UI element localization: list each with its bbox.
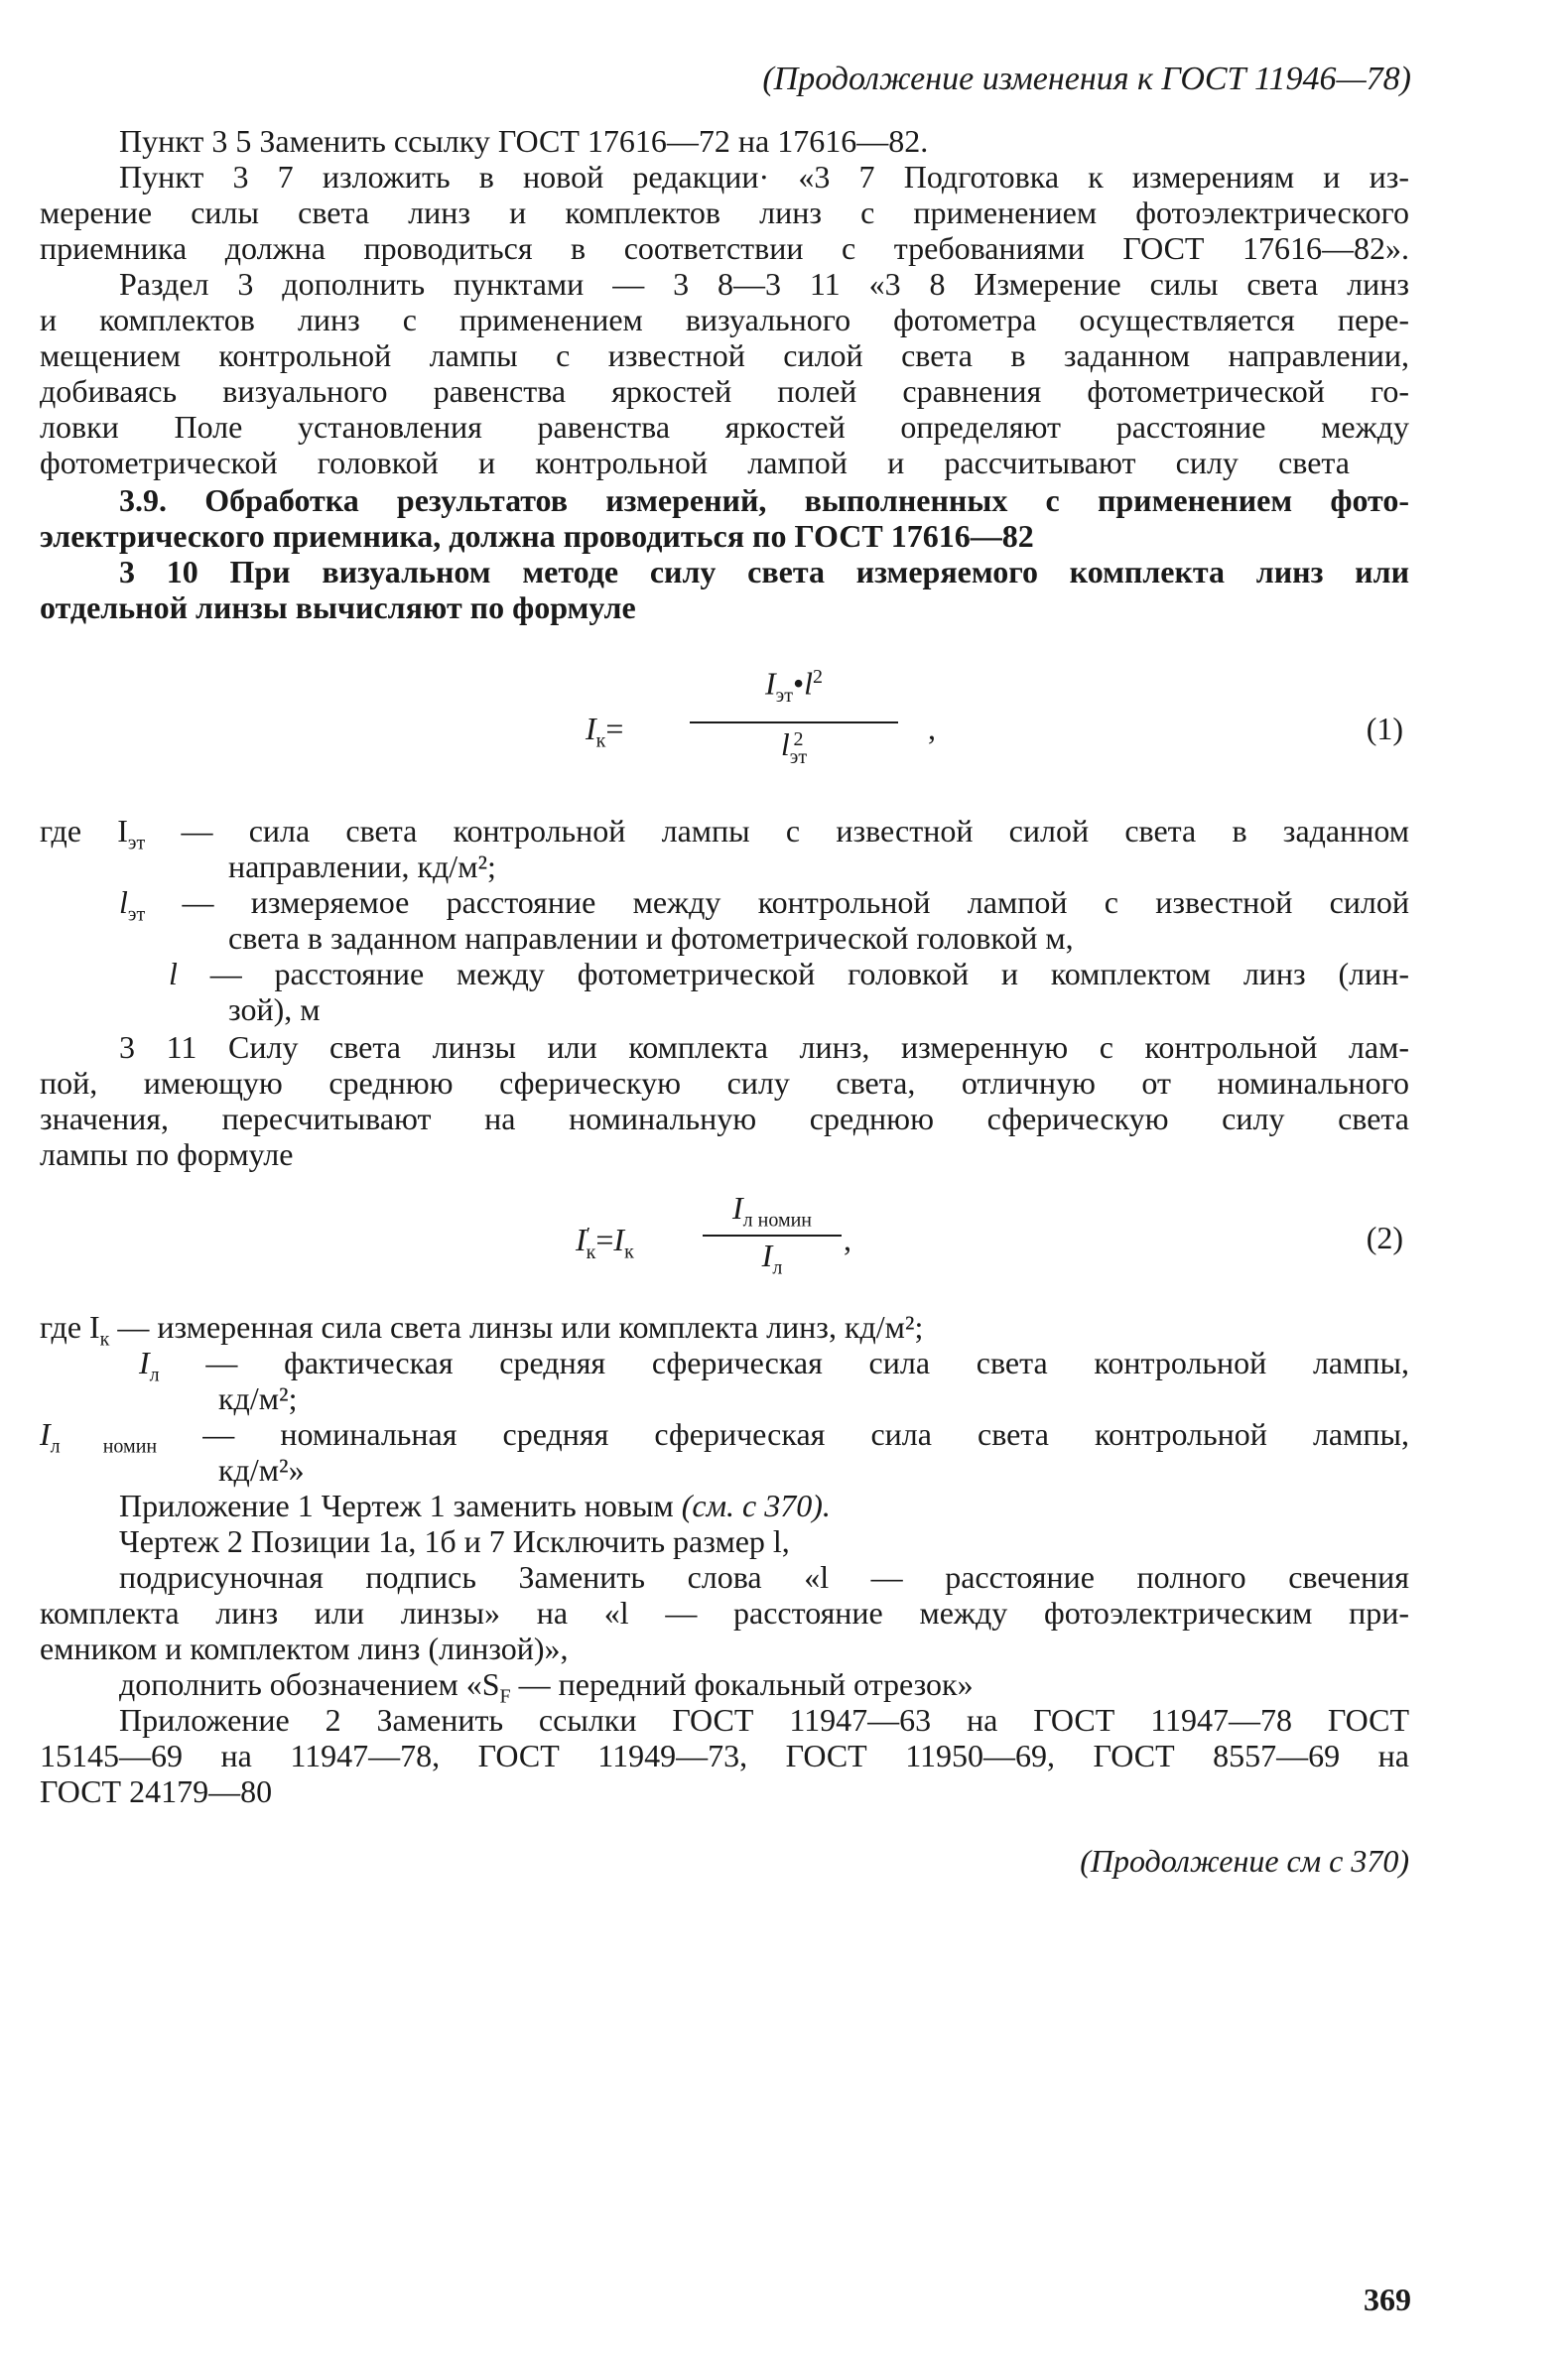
formula-1-numerator: $I_{эт}•l^2$ [764,665,824,708]
text-line: Пункт 3 7 изложить в новой редакции· «3 7 Подготовка к измерениям и из- [119,159,1409,195]
text-line: емником и комплектом линз (линзой)», [40,1631,569,1666]
text-line: ловки Поле установления равенства яркостей определяют расстояние между [40,409,1409,445]
text-line: фотометрической головкой и контрольной лампой и рассчитывают силу света [40,445,1350,480]
text-line: 15145—69 на 11947—78, ГОСТ 11949—73, ГОСТ 11950—69, ГОСТ 8557—69 на [40,1738,1409,1773]
formula-2-bar [703,1235,842,1237]
formula-1-bar [690,721,898,723]
text-line: ГОСТ 24179—80 [40,1773,273,1809]
text-line: добиваясь визуального равенства яркостей полей сравнения фотометрической го- [40,373,1409,409]
text-line: отдельной линзы вычисляют по формуле [40,589,636,625]
text-line: пой, имеющую среднюю сферическую силу света, отличную от номинального [40,1065,1409,1101]
where-line: l — расстояние между фотометрической головкой и комплектом линз (лин- [169,956,1410,991]
where-line: света в заданном направлении и фотометрической головкой м, [228,920,1074,956]
text-line: 3 11 Силу света линзы или комплекта линз, измеренную с контрольной лам- [119,1029,1409,1065]
where-line: направлении, кд/м²; [228,849,496,884]
text-line: комплекта линз или линзы» на «l — расстояние между фотоэлектрическим при- [40,1595,1409,1631]
text-line: Раздел 3 дополнить пунктами — 3 8—3 11 «3 8 Измерение силы света линз [119,266,1409,302]
continuation-header: (Продолжение изменения к ГОСТ 11946—78) [762,61,1411,97]
where-line: $I_л$ — фактическая средняя сферическая сила света контрольной лампы, [139,1345,1409,1386]
text-line: Чертеж 2 Позиции 1а, 1б и 7 Исключить размер l, [119,1523,790,1559]
text-line: и комплектов линз с применением визуального фотометра осуществляется пере- [40,302,1409,337]
document-page: (Продолжение изменения к ГОСТ 11946—78) Пункт 3 5 Заменить ссылку ГОСТ 17616—72 на 17616—82. Пункт 3 7 изложить в новой редакции· «3 7 Подготовка к измерениям и из- мерение силы света линз и комплектов линз с применением фотоэлектрического приемника должна проводиться в соответствии с требованиями ГОСТ 17616—82». Раздел 3 дополнить пунктами — 3 8—3 11 «3 8 Измерение силы света линз и комплектов линз с применением визуального фотометра осуществляется пере- мещением контрольной лампы с известной силой света в заданном направлении, добиваясь визуального равенства яркостей полей сравнения фотометрической го- ловки Поле установления равенства яркостей определяют расстояние между фотометрической головкой и контрольной лампой и рассчитывают силу света 3.9. Обработка результатов измерений, выполненных с применением фото- электрического приемника, должна проводиться по ГОСТ 17616—82 3 10 При визуальном методе силу света измеряемого комплекта линз или отдельной линзы вычисляют по формуле $I_к=$ $I_{эт}•l^2$ l 2 эт , (1) где $I_{эт}$ — сила света контрольной лампы с известной силой света в заданном направлении, кд/м²; $l_{эт}$ — измеряемое расстояние между контрольной лампой с известной силой света в заданном направлении и фотометрической головкой м, l — расстояние между фотометрической головкой и комплектом линз (лин- зой), м 3 11 Силу света линзы или комплекта линз, измеренную с контрольной лам- пой, имеющую среднюю сферическую силу света, отличную от номинального значения, пересчитывают на номинальную среднюю сферическую силу света лампы по формуле I ′ к $=I_к$ $I_{л номин}$ $I_л$ , (2) где $I_к$ — измеренная сила света линзы или комплекта линз, кд/м²; $I_л$ — фактическая средняя сферическая сила света контрольной лампы, кд/м²; $I_{л номин}$ — номинальная средняя сферическая сила света контрольной лампы, кд/м²» Приложение 1 Чертеж 1 заменить новым (см. с 370). Чертеж 2 Позиции 1а, 1б и 7 Исключить размер l, подрисуночная подпись Заменить слова «l — расстояние полного свечения комплекта линз или линзы» на «l — расстояние между фотоэлектрическим при- емником и комплектом линз (линзой)», дополнить обозначением «$S_F$ — передний фокальный отрезок» Приложение 2 Заменить ссылки ГОСТ 11947—63 на ГОСТ 11947—78 ГОСТ 15145—69 на 11947—78, ГОСТ 11949—73, ГОСТ 11950—69, ГОСТ 8557—69 на ГОСТ 24179—80 (Продолжение см с 370) 369 [40,61,1411,2317]
formula-1-number: (1) [1366,711,1403,746]
text-line: значения, пересчитывают на номинальную среднюю сферическую силу света [40,1101,1409,1136]
text-line: дополнить обозначением «$S_F$ — передний фокальный отрезок» [119,1666,974,1708]
text-line: электрического приемника, должна проводиться по ГОСТ 17616—82 [40,518,1034,554]
formula-1-denominator: l 2 эт [780,726,808,768]
text-line: Пункт 3 5 Заменить ссылку ГОСТ 17616—72 на 17616—82. [119,123,929,159]
where-line: кд/м²; [218,1380,298,1416]
continuation-footer: (Продолжение см с 370) [1080,1843,1409,1879]
where-line: где $I_{эт}$ — сила света контрольной лампы с известной силой света в заданном [40,813,1410,854]
where-line: $l_{эт}$ — измеряемое расстояние между контрольной лампой с известной силой [119,884,1410,926]
where-line: кд/м²» [218,1452,305,1488]
text-line: мерение силы света линз и комплектов линз с применением фотоэлектрического [40,195,1409,230]
text-line: приемника должна проводиться в соответствии с требованиями ГОСТ 17616—82». [40,230,1409,266]
where-line: зой), м [228,991,321,1027]
text-line: 3.9. Обработка результатов измерений, выполненных с применением фото- [119,482,1409,518]
text-line: мещением контрольной лампы с известной силой света в заданном направлении, [40,337,1409,373]
formula-2-denominator: $I_л$ [761,1238,783,1279]
text-line: Приложение 1 Чертеж 1 заменить новым (см. с 370). [119,1488,831,1523]
text-line: подрисуночная подпись Заменить слова «l — расстояние полного свечения [119,1559,1409,1595]
where-line: где $I_к$ — измеренная сила света линзы или комплекта линз, кд/м²; [40,1309,924,1351]
page-number: 369 [1364,2282,1411,2317]
formula-2-number: (2) [1366,1220,1403,1255]
formula-2-numerator: $I_{л номин}$ [731,1190,813,1232]
text-line: Приложение 2 Заменить ссылки ГОСТ 11947—63 на ГОСТ 11947—78 ГОСТ [119,1702,1409,1738]
where-line: $I_{л номин}$ — номинальная средняя сферическая сила света контрольной лампы, [40,1416,1410,1458]
text-line: 3 10 При визуальном методе силу света измеряемого комплекта линз или [119,554,1409,589]
text-line: лампы по формуле [40,1136,294,1172]
